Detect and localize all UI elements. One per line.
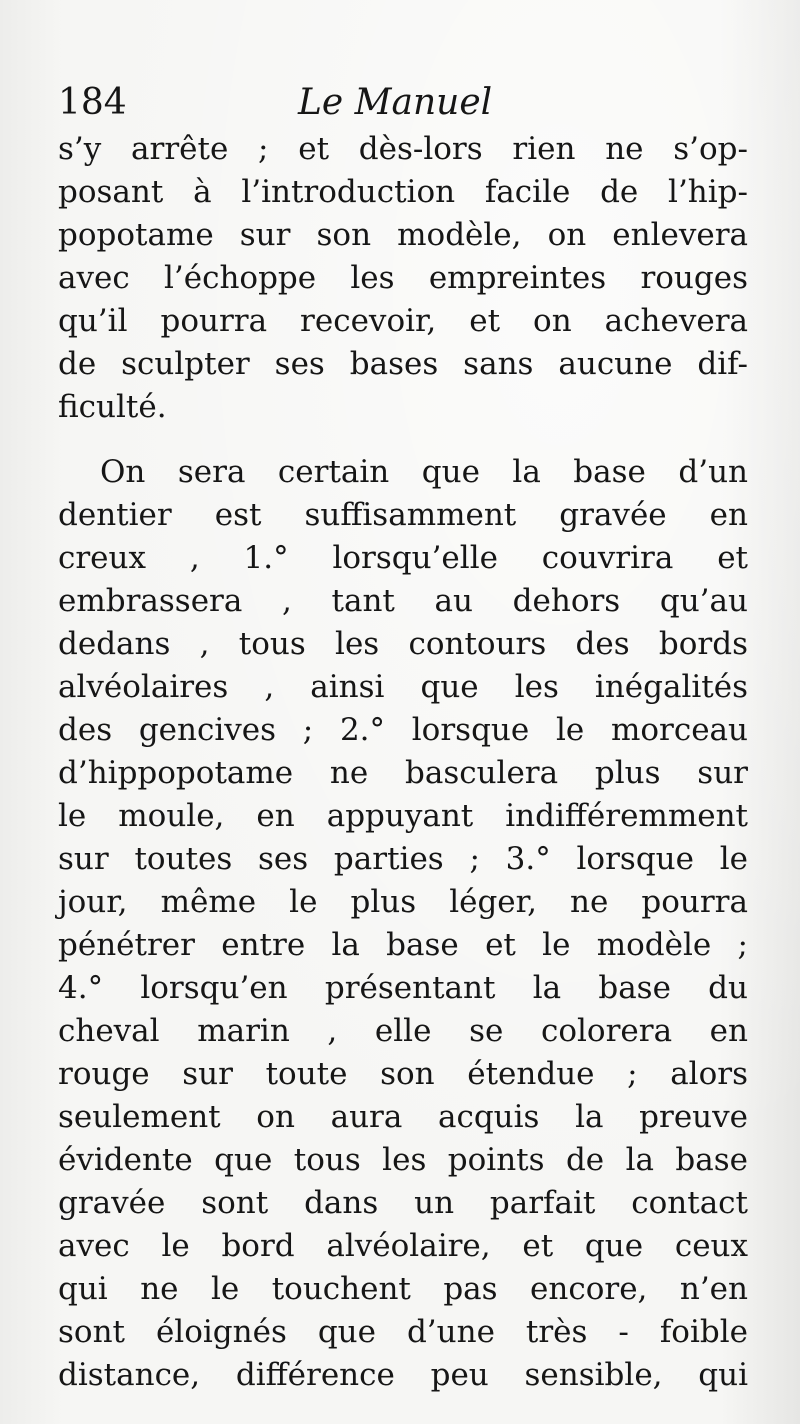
text-line: de sculpter ses bases sans aucune dif- xyxy=(58,346,748,382)
text-line: posant à l’introduction facile de l’hip- xyxy=(58,174,748,210)
text-line: qui ne le touchent pas encore, n’en xyxy=(58,1271,748,1307)
text-line: 4.° lorsqu’en présentant la base du xyxy=(58,970,748,1006)
text-line: seulement on aura acquis la preuve xyxy=(58,1099,748,1135)
text-line: embrassera , tant au dehors qu’au xyxy=(58,583,748,619)
text-line: sur toutes ses parties ; 3.° lorsque le xyxy=(58,841,748,877)
text-line: rouge sur toute son étendue ; alors xyxy=(58,1056,748,1092)
paragraph-2 xyxy=(58,451,748,1397)
text-line: cheval marin , elle se colorera en xyxy=(58,1013,748,1049)
text-line: jour, même le plus léger, ne pourra xyxy=(58,884,748,920)
paragraph-1 xyxy=(58,128,748,429)
text-line: avec le bord alvéolaire, et que ceux xyxy=(58,1228,748,1264)
text-line: alvéolaires , ainsi que les inégalités xyxy=(58,669,748,705)
text-line: dedans , tous les contours des bords xyxy=(58,626,748,662)
text-line: On sera certain que la base d’un xyxy=(100,454,748,490)
text-line: le moule, en appuyant indifféremment xyxy=(58,798,748,834)
text-line: creux , 1.° lorsqu’elle couvrira et xyxy=(58,540,748,576)
text-line: ficulté. xyxy=(58,389,167,425)
text-line: d’hippopotame ne basculera plus sur xyxy=(58,755,748,791)
text-line: popotame sur son modèle, on enlevera xyxy=(58,217,748,253)
text-line: des gencives ; 2.° lorsque le morceau xyxy=(58,712,748,748)
paragraph-spacer xyxy=(58,429,748,451)
page-header xyxy=(58,78,738,128)
running-title: Le Manuel xyxy=(298,82,493,123)
page-number: 184 xyxy=(58,82,127,123)
text-line: qu’il pourra recevoir, et on achevera xyxy=(58,303,748,339)
text-line: sont éloignés que d’une très - foible xyxy=(58,1314,748,1350)
text-line: avec l’échoppe les empreintes rouges xyxy=(58,260,748,296)
text-line: pénétrer entre la base et le modèle ; xyxy=(58,927,748,963)
text-line: dentier est suffisamment gravée en xyxy=(58,497,748,533)
text-line: s’y arrête ; et dès-lors rien ne s’op- xyxy=(58,131,748,167)
text-line: gravée sont dans un parfait contact xyxy=(58,1185,748,1221)
text-line: distance, différence peu sensible, qui xyxy=(58,1357,748,1393)
text-line: évidente que tous les points de la base xyxy=(58,1142,748,1178)
body-text xyxy=(58,128,748,1397)
